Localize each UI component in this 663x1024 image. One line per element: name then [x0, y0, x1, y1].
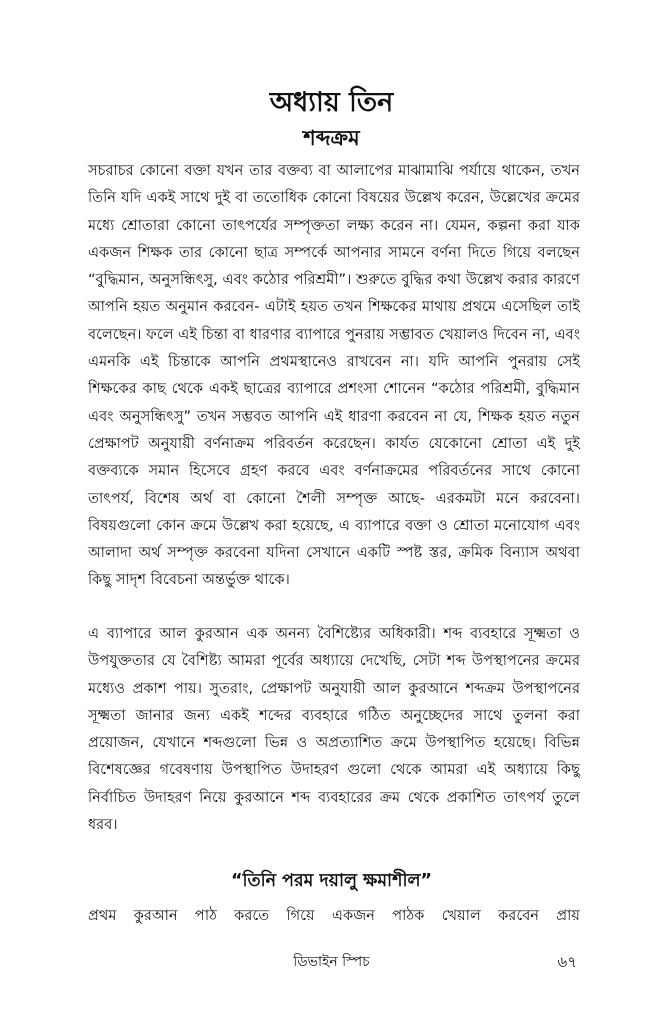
chapter-subtitle: শব্দক্রম	[303, 126, 360, 150]
chapter-title: অধ্যায় তিন	[269, 87, 394, 118]
body-paragraph: সচরাচর কোনো বক্তা যখন তার বক্তব্য বা আলাপের মাঝামাঝি পর্যায়ে থাকেন, তখন তিনি যদি একই সাথে দুই বা ততোধিক কোনো বিষয়ের উল্লেখ করেন, উল্লেখের ক্রমের মধ্যে শ্রোতারা কোনো তাৎপর্যের সম্পৃক্ততা লক্ষ্য করেন না। যেমন, কল্পনা করা যাক একজন শিক্ষক তার কোনো ছাত্র সম্পর্কে আপনার সামনে বর্ণনা দিতে গিয়ে বলছেন “বুদ্ধিমান, অনুসন্ধিৎসু, এবং কঠোর পরিশ্রমী”। শুরুতে বুদ্ধির কথা উল্লেখ করার কারণে আপনি হয়ত অনুমান করবেন- এটাই হয়ত তখন শিক্ষকের মাথায় প্রথমে এসেছিল তাই বলেছেন। ফলে এই চিন্তা বা ধারণার ব্যাপারে পুনরায় সম্ভাবত খেয়ালও দিবেন না, এবং এমনকি এই চিন্তাকে আপনি প্রথমস্থানেও রাখবেন না। যদি আপনি পুনরায় সেই শিক্ষকের কাছ থেকে একই ছাত্রের ব্যাপারে প্রশংসা শোনেন “কঠোর পরিশ্রমী, বুদ্ধিমান এবং অনুসন্ধিৎসু” তখন সম্ভবত আপনি এই ধারণা করবেন না যে, শিক্ষক হয়ত নতুন প্রেক্ষাপট অনুযায়ী বর্ণনাক্রম পরিবর্তন করেছেন। কার্যত যেকোনো শ্রোতা এই দুই বক্তব্যকে সমান হিসেবে গ্রহণ করবে এবং বর্ণনাক্রমের পরিবর্তনের সাথে কোনো তাৎপর্য, বিশেষ অর্থ বা কোনো শৈলী সম্পৃক্ত আছে- এরকমটা মনে করবেনা। বিষয়গুলো কোন ক্রমে উল্লেখ করা হয়েছে, এ ব্যাপারে বক্তা ও শ্রোতা মনোযোগ এবং আলাদা অর্থ সম্পৃক্ত করবেনা যদিনা সেখানে একটি স্পষ্ট স্তর, ক্রমিক বিন্যাস অথবা কিছু সাদৃশ বিবেচনা অন্তর্ভুক্ত থাকে।	[88, 162, 580, 589]
footer-book-title: ডিভাইন স্পিচ	[293, 954, 370, 970]
section-first-line: প্রথম কুরআন পাঠ করতে গিয়ে একজন পাঠক খেয়াল করবেন প্রায়	[88, 907, 580, 924]
page-number: ৬৭	[557, 953, 577, 971]
section-heading: “তিনি পরম দয়ালু ক্ষমাশীল”	[230, 871, 433, 891]
body-paragraph: এ ব্যাপারে আল কুরআন এক অনন্য বৈশিষ্ট্যের অধিকারী। শব্দ ব্যবহারে সূক্ষ্মতা ও উপযুক্ততার যে বৈশিষ্ট্য আমরা পূর্বের অধ্যায়ে দেখেছি, সেটা শব্দ উপস্থাপনের ক্রমের মধ্যেও প্রকাশ পায়। সুতরাং, প্রেক্ষাপট অনুযায়ী আল কুরআনে শব্দক্রম উপস্থাপনের সূক্ষ্মতা জানার জন্য একই শব্দের ব্যবহারে গঠিত অনুচ্ছেদের সাথে তুলনা করা প্রয়োজন, যেখানে শব্দগুলো ভিন্ন ও অপ্রত্যাশিত ক্রমে উপস্থাপিত হয়েছে। বিভিন্ন বিশেষজ্ঞের গবেষণায় উপস্থাপিত উদাহরণ গুলো থেকে আমরা এই অধ্যায়ে কিছু নির্বাচিত উদাহরণ নিয়ে কুরআনে শব্দ ব্যবহারের ক্রম থেকে প্রকাশিত তাৎপর্য তুলে ধরব।	[88, 625, 580, 834]
